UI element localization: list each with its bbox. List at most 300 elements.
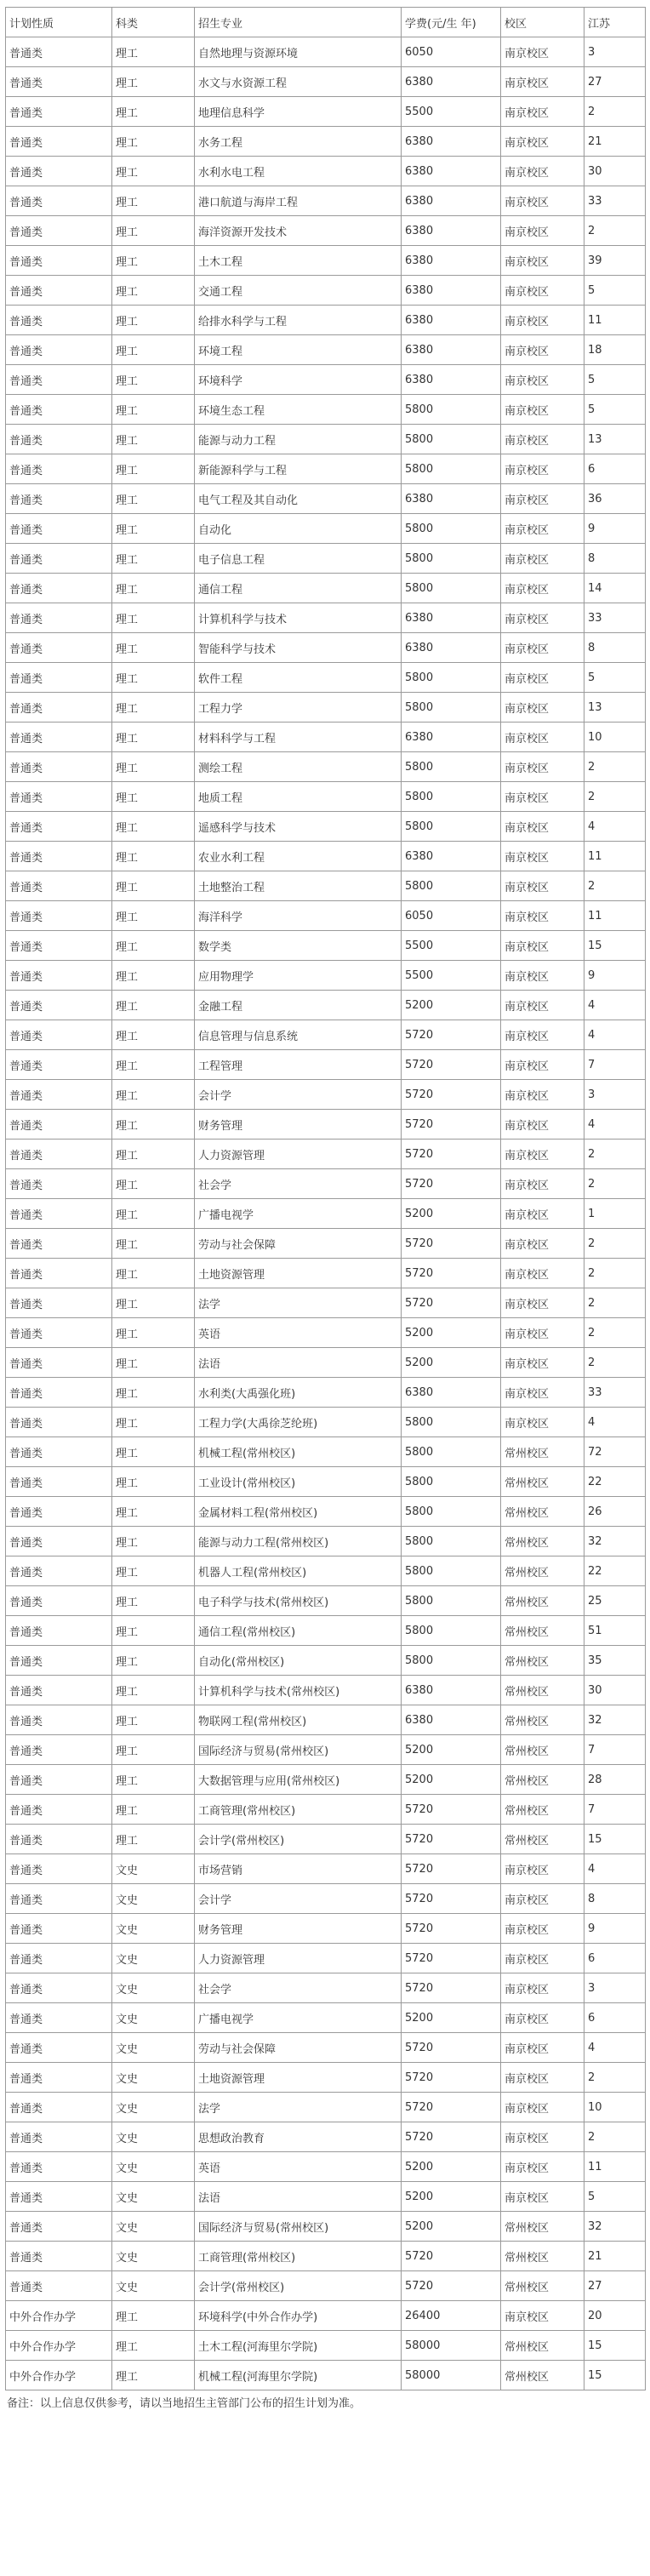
cell-major: 土地整治工程 bbox=[195, 871, 402, 901]
table-row bbox=[6, 1467, 646, 1497]
cell-major: 社会学 bbox=[195, 1169, 402, 1199]
cell-quota: 7 bbox=[584, 1735, 646, 1765]
cell-quota: 4 bbox=[584, 1854, 646, 1884]
cell-tuition: 6380 bbox=[402, 1676, 501, 1705]
cell-category: 理工 bbox=[112, 1705, 195, 1735]
cell-quota: 2 bbox=[584, 97, 646, 127]
table-row bbox=[6, 1020, 646, 1050]
cell-tuition: 5200 bbox=[402, 2182, 501, 2212]
cell-major: 能源与动力工程 bbox=[195, 425, 402, 454]
cell-tuition: 6050 bbox=[402, 901, 501, 931]
cell-campus: 南京校区 bbox=[501, 37, 584, 67]
cell-campus: 南京校区 bbox=[501, 871, 584, 901]
cell-category: 理工 bbox=[112, 842, 195, 871]
cell-campus: 南京校区 bbox=[501, 1318, 584, 1348]
cell-tuition: 5720 bbox=[402, 1914, 501, 1944]
cell-tuition: 58000 bbox=[402, 2361, 501, 2390]
cell-quota: 4 bbox=[584, 1020, 646, 1050]
cell-tuition: 58000 bbox=[402, 2331, 501, 2361]
cell-tuition: 5720 bbox=[402, 1259, 501, 1288]
table-row bbox=[6, 723, 646, 752]
cell-major: 软件工程 bbox=[195, 663, 402, 693]
table-row bbox=[6, 1050, 646, 1080]
cell-major: 人力资源管理 bbox=[195, 1139, 402, 1169]
cell-plan-type: 普通类 bbox=[6, 1676, 112, 1705]
cell-category: 理工 bbox=[112, 723, 195, 752]
cell-plan-type: 普通类 bbox=[6, 67, 112, 97]
cell-category: 理工 bbox=[112, 961, 195, 991]
cell-tuition: 5500 bbox=[402, 931, 501, 961]
table-row bbox=[6, 2033, 646, 2063]
cell-major: 市场营销 bbox=[195, 1854, 402, 1884]
cell-plan-type: 普通类 bbox=[6, 633, 112, 663]
table-row bbox=[6, 425, 646, 454]
cell-tuition: 6380 bbox=[402, 1705, 501, 1735]
cell-category: 理工 bbox=[112, 633, 195, 663]
cell-quota: 5 bbox=[584, 663, 646, 693]
cell-category: 理工 bbox=[112, 871, 195, 901]
cell-quota: 8 bbox=[584, 633, 646, 663]
cell-tuition: 5720 bbox=[402, 1020, 501, 1050]
cell-quota: 18 bbox=[584, 335, 646, 365]
cell-tuition: 6380 bbox=[402, 365, 501, 395]
cell-tuition: 6380 bbox=[402, 216, 501, 246]
cell-tuition: 5720 bbox=[402, 1169, 501, 1199]
cell-quota: 32 bbox=[584, 2212, 646, 2242]
cell-major: 土木工程 bbox=[195, 246, 402, 276]
cell-quota: 15 bbox=[584, 1825, 646, 1854]
cell-tuition: 5800 bbox=[402, 663, 501, 693]
cell-plan-type: 普通类 bbox=[6, 1288, 112, 1318]
cell-major: 环境工程 bbox=[195, 335, 402, 365]
cell-major: 电子科学与技术(常州校区) bbox=[195, 1586, 402, 1616]
table-body bbox=[6, 37, 646, 2390]
table-row bbox=[6, 1884, 646, 1914]
cell-tuition: 5800 bbox=[402, 544, 501, 574]
cell-campus: 南京校区 bbox=[501, 157, 584, 186]
cell-campus: 南京校区 bbox=[501, 1288, 584, 1318]
cell-campus: 南京校区 bbox=[501, 484, 584, 514]
cell-category: 理工 bbox=[112, 1318, 195, 1348]
cell-category: 理工 bbox=[112, 574, 195, 603]
cell-plan-type: 普通类 bbox=[6, 1139, 112, 1169]
cell-campus: 南京校区 bbox=[501, 603, 584, 633]
cell-plan-type: 普通类 bbox=[6, 693, 112, 723]
cell-major: 法学 bbox=[195, 1288, 402, 1318]
cell-campus: 南京校区 bbox=[501, 544, 584, 574]
cell-plan-type: 普通类 bbox=[6, 1795, 112, 1825]
cell-campus: 常州校区 bbox=[501, 1527, 584, 1556]
cell-category: 理工 bbox=[112, 991, 195, 1020]
cell-category: 理工 bbox=[112, 246, 195, 276]
cell-major: 材料科学与工程 bbox=[195, 723, 402, 752]
cell-campus: 南京校区 bbox=[501, 1139, 584, 1169]
cell-major: 计算机科学与技术(常州校区) bbox=[195, 1676, 402, 1705]
cell-campus: 南京校区 bbox=[501, 186, 584, 216]
cell-quota: 39 bbox=[584, 246, 646, 276]
cell-tuition: 5500 bbox=[402, 961, 501, 991]
cell-campus: 常州校区 bbox=[501, 1586, 584, 1616]
cell-category: 理工 bbox=[112, 1676, 195, 1705]
cell-quota: 26 bbox=[584, 1497, 646, 1527]
table-header-row bbox=[6, 8, 646, 37]
cell-tuition: 5720 bbox=[402, 1884, 501, 1914]
cell-major: 土木工程(河海里尔学院) bbox=[195, 2331, 402, 2361]
cell-campus: 常州校区 bbox=[501, 1646, 584, 1676]
table-row bbox=[6, 931, 646, 961]
cell-plan-type: 普通类 bbox=[6, 752, 112, 782]
cell-major: 新能源科学与工程 bbox=[195, 454, 402, 484]
cell-campus: 南京校区 bbox=[501, 574, 584, 603]
cell-quota: 4 bbox=[584, 991, 646, 1020]
table-row bbox=[6, 1229, 646, 1259]
cell-plan-type: 普通类 bbox=[6, 1825, 112, 1854]
cell-campus: 常州校区 bbox=[501, 1437, 584, 1467]
cell-category: 理工 bbox=[112, 365, 195, 395]
cell-quota: 10 bbox=[584, 723, 646, 752]
cell-plan-type: 普通类 bbox=[6, 276, 112, 306]
cell-major: 港口航道与海岸工程 bbox=[195, 186, 402, 216]
cell-plan-type: 普通类 bbox=[6, 1110, 112, 1139]
cell-quota: 9 bbox=[584, 1914, 646, 1944]
cell-major: 物联网工程(常州校区) bbox=[195, 1705, 402, 1735]
cell-quota: 3 bbox=[584, 1080, 646, 1110]
cell-category: 理工 bbox=[112, 1408, 195, 1437]
cell-quota: 5 bbox=[584, 2182, 646, 2212]
cell-major: 能源与动力工程(常州校区) bbox=[195, 1527, 402, 1556]
cell-major: 地理信息科学 bbox=[195, 97, 402, 127]
cell-quota: 15 bbox=[584, 2361, 646, 2390]
cell-plan-type: 普通类 bbox=[6, 1318, 112, 1348]
cell-category: 理工 bbox=[112, 1437, 195, 1467]
cell-campus: 南京校区 bbox=[501, 1884, 584, 1914]
cell-plan-type: 普通类 bbox=[6, 1348, 112, 1378]
cell-major: 广播电视学 bbox=[195, 2003, 402, 2033]
cell-campus: 南京校区 bbox=[501, 663, 584, 693]
cell-category: 理工 bbox=[112, 1199, 195, 1229]
cell-tuition: 6380 bbox=[402, 127, 501, 157]
table-row bbox=[6, 365, 646, 395]
cell-tuition: 6380 bbox=[402, 633, 501, 663]
table-row bbox=[6, 1139, 646, 1169]
cell-quota: 10 bbox=[584, 2093, 646, 2122]
table-row bbox=[6, 276, 646, 306]
cell-campus: 常州校区 bbox=[501, 2331, 584, 2361]
header-jiangsu-quota: 江苏 bbox=[584, 8, 646, 37]
cell-category: 理工 bbox=[112, 454, 195, 484]
cell-campus: 南京校区 bbox=[501, 2003, 584, 2033]
cell-tuition: 5720 bbox=[402, 1288, 501, 1318]
cell-major: 水利类(大禹强化班) bbox=[195, 1378, 402, 1408]
cell-plan-type: 普通类 bbox=[6, 1944, 112, 1973]
cell-plan-type: 普通类 bbox=[6, 1705, 112, 1735]
table-row bbox=[6, 186, 646, 216]
cell-plan-type: 普通类 bbox=[6, 1020, 112, 1050]
cell-quota: 9 bbox=[584, 961, 646, 991]
cell-quota: 27 bbox=[584, 2271, 646, 2301]
cell-quota: 2 bbox=[584, 1348, 646, 1378]
cell-major: 数学类 bbox=[195, 931, 402, 961]
cell-major: 法学 bbox=[195, 2093, 402, 2122]
cell-quota: 11 bbox=[584, 306, 646, 335]
table-row bbox=[6, 1169, 646, 1199]
cell-plan-type: 普通类 bbox=[6, 1765, 112, 1795]
cell-tuition: 5800 bbox=[402, 1556, 501, 1586]
cell-campus: 南京校区 bbox=[501, 306, 584, 335]
cell-campus: 南京校区 bbox=[501, 752, 584, 782]
cell-major: 大数据管理与应用(常州校区) bbox=[195, 1765, 402, 1795]
cell-major: 金属材料工程(常州校区) bbox=[195, 1497, 402, 1527]
cell-quota: 2 bbox=[584, 1229, 646, 1259]
cell-campus: 南京校区 bbox=[501, 723, 584, 752]
cell-tuition: 5720 bbox=[402, 1229, 501, 1259]
cell-category: 理工 bbox=[112, 1348, 195, 1378]
cell-tuition: 6380 bbox=[402, 335, 501, 365]
table-row bbox=[6, 1825, 646, 1854]
cell-campus: 南京校区 bbox=[501, 931, 584, 961]
cell-quota: 11 bbox=[584, 901, 646, 931]
cell-major: 给排水科学与工程 bbox=[195, 306, 402, 335]
cell-plan-type: 普通类 bbox=[6, 2093, 112, 2122]
cell-category: 文史 bbox=[112, 1944, 195, 1973]
cell-campus: 南京校区 bbox=[501, 1348, 584, 1378]
cell-campus: 南京校区 bbox=[501, 216, 584, 246]
cell-quota: 11 bbox=[584, 2152, 646, 2182]
cell-major: 机械工程(河海里尔学院) bbox=[195, 2361, 402, 2390]
table-row bbox=[6, 1259, 646, 1288]
cell-major: 自然地理与资源环境 bbox=[195, 37, 402, 67]
cell-tuition: 5720 bbox=[402, 1854, 501, 1884]
cell-tuition: 5800 bbox=[402, 871, 501, 901]
cell-major: 水务工程 bbox=[195, 127, 402, 157]
cell-campus: 常州校区 bbox=[501, 1556, 584, 1586]
cell-plan-type: 普通类 bbox=[6, 425, 112, 454]
cell-major: 工程力学 bbox=[195, 693, 402, 723]
cell-plan-type: 普通类 bbox=[6, 395, 112, 425]
cell-major: 信息管理与信息系统 bbox=[195, 1020, 402, 1050]
footnote: 备注：以上信息仅供参考，请以当地招生主管部门公布的招生计划为准。 bbox=[7, 2397, 362, 2410]
cell-campus: 南京校区 bbox=[501, 2033, 584, 2063]
cell-tuition: 5200 bbox=[402, 2003, 501, 2033]
cell-plan-type: 普通类 bbox=[6, 1050, 112, 1080]
cell-category: 理工 bbox=[112, 335, 195, 365]
cell-tuition: 5720 bbox=[402, 2093, 501, 2122]
cell-campus: 南京校区 bbox=[501, 67, 584, 97]
cell-category: 理工 bbox=[112, 1825, 195, 1854]
cell-plan-type: 普通类 bbox=[6, 216, 112, 246]
cell-tuition: 5800 bbox=[402, 395, 501, 425]
cell-major: 财务管理 bbox=[195, 1914, 402, 1944]
table-row bbox=[6, 2271, 646, 2301]
cell-campus: 南京校区 bbox=[501, 1050, 584, 1080]
cell-plan-type: 普通类 bbox=[6, 782, 112, 812]
cell-tuition: 5720 bbox=[402, 2033, 501, 2063]
cell-plan-type: 普通类 bbox=[6, 1854, 112, 1884]
cell-major: 机械工程(常州校区) bbox=[195, 1437, 402, 1467]
cell-quota: 30 bbox=[584, 1676, 646, 1705]
cell-quota: 2 bbox=[584, 2122, 646, 2152]
cell-category: 文史 bbox=[112, 2152, 195, 2182]
cell-category: 文史 bbox=[112, 1914, 195, 1944]
cell-category: 理工 bbox=[112, 1735, 195, 1765]
cell-plan-type: 普通类 bbox=[6, 37, 112, 67]
cell-plan-type: 中外合作办学 bbox=[6, 2331, 112, 2361]
cell-tuition: 6380 bbox=[402, 842, 501, 871]
cell-major: 通信工程 bbox=[195, 574, 402, 603]
cell-major: 劳动与社会保障 bbox=[195, 1229, 402, 1259]
cell-campus: 常州校区 bbox=[501, 1676, 584, 1705]
cell-category: 理工 bbox=[112, 186, 195, 216]
cell-quota: 33 bbox=[584, 603, 646, 633]
cell-category: 理工 bbox=[112, 931, 195, 961]
cell-campus: 南京校区 bbox=[501, 2093, 584, 2122]
cell-tuition: 5800 bbox=[402, 1437, 501, 1467]
cell-major: 工商管理(常州校区) bbox=[195, 2242, 402, 2271]
table-row bbox=[6, 2331, 646, 2361]
cell-plan-type: 普通类 bbox=[6, 1973, 112, 2003]
cell-category: 理工 bbox=[112, 752, 195, 782]
cell-major: 土地资源管理 bbox=[195, 2063, 402, 2093]
cell-plan-type: 普通类 bbox=[6, 1616, 112, 1646]
cell-plan-type: 普通类 bbox=[6, 246, 112, 276]
header-plan-type: 计划性质 bbox=[6, 8, 112, 37]
cell-category: 理工 bbox=[112, 276, 195, 306]
table-row bbox=[6, 306, 646, 335]
cell-plan-type: 普通类 bbox=[6, 812, 112, 842]
cell-quota: 4 bbox=[584, 812, 646, 842]
cell-campus: 常州校区 bbox=[501, 2212, 584, 2242]
cell-quota: 4 bbox=[584, 1408, 646, 1437]
cell-quota: 2 bbox=[584, 1259, 646, 1288]
cell-quota: 6 bbox=[584, 1944, 646, 1973]
cell-campus: 南京校区 bbox=[501, 2152, 584, 2182]
cell-category: 文史 bbox=[112, 2063, 195, 2093]
table-row bbox=[6, 782, 646, 812]
cell-quota: 4 bbox=[584, 2033, 646, 2063]
table-row bbox=[6, 2361, 646, 2390]
table-row bbox=[6, 454, 646, 484]
cell-category: 文史 bbox=[112, 2033, 195, 2063]
cell-tuition: 5800 bbox=[402, 1586, 501, 1616]
table-row bbox=[6, 1646, 646, 1676]
table-row bbox=[6, 1199, 646, 1229]
cell-category: 理工 bbox=[112, 67, 195, 97]
cell-quota: 72 bbox=[584, 1437, 646, 1467]
cell-campus: 常州校区 bbox=[501, 1616, 584, 1646]
cell-plan-type: 普通类 bbox=[6, 574, 112, 603]
cell-tuition: 6380 bbox=[402, 186, 501, 216]
cell-campus: 南京校区 bbox=[501, 1080, 584, 1110]
cell-campus: 南京校区 bbox=[501, 514, 584, 544]
cell-plan-type: 普通类 bbox=[6, 1169, 112, 1199]
cell-category: 文史 bbox=[112, 2093, 195, 2122]
cell-major: 财务管理 bbox=[195, 1110, 402, 1139]
cell-campus: 南京校区 bbox=[501, 335, 584, 365]
cell-campus: 南京校区 bbox=[501, 842, 584, 871]
cell-major: 土地资源管理 bbox=[195, 1259, 402, 1288]
table-row bbox=[6, 1348, 646, 1378]
table-row bbox=[6, 2093, 646, 2122]
cell-major: 人力资源管理 bbox=[195, 1944, 402, 1973]
table-row bbox=[6, 1437, 646, 1467]
cell-campus: 南京校区 bbox=[501, 127, 584, 157]
cell-major: 英语 bbox=[195, 2152, 402, 2182]
cell-category: 理工 bbox=[112, 1050, 195, 1080]
cell-quota: 22 bbox=[584, 1556, 646, 1586]
table-row bbox=[6, 633, 646, 663]
cell-category: 文史 bbox=[112, 2212, 195, 2242]
cell-major: 交通工程 bbox=[195, 276, 402, 306]
cell-campus: 南京校区 bbox=[501, 1408, 584, 1437]
cell-category: 理工 bbox=[112, 97, 195, 127]
cell-plan-type: 普通类 bbox=[6, 871, 112, 901]
cell-plan-type: 普通类 bbox=[6, 1914, 112, 1944]
table-row bbox=[6, 97, 646, 127]
cell-plan-type: 普通类 bbox=[6, 186, 112, 216]
cell-tuition: 5200 bbox=[402, 2152, 501, 2182]
cell-quota: 27 bbox=[584, 67, 646, 97]
cell-major: 思想政治教育 bbox=[195, 2122, 402, 2152]
cell-major: 国际经济与贸易(常州校区) bbox=[195, 2212, 402, 2242]
cell-plan-type: 普通类 bbox=[6, 961, 112, 991]
table-row bbox=[6, 1795, 646, 1825]
cell-major: 国际经济与贸易(常州校区) bbox=[195, 1735, 402, 1765]
cell-plan-type: 普通类 bbox=[6, 1378, 112, 1408]
table-row bbox=[6, 246, 646, 276]
cell-category: 理工 bbox=[112, 395, 195, 425]
cell-major: 水利水电工程 bbox=[195, 157, 402, 186]
table-row bbox=[6, 1676, 646, 1705]
cell-tuition: 6380 bbox=[402, 1378, 501, 1408]
cell-major: 海洋科学 bbox=[195, 901, 402, 931]
cell-plan-type: 普通类 bbox=[6, 842, 112, 871]
cell-major: 会计学 bbox=[195, 1080, 402, 1110]
cell-tuition: 5200 bbox=[402, 1199, 501, 1229]
cell-category: 文史 bbox=[112, 2003, 195, 2033]
table-row bbox=[6, 1408, 646, 1437]
cell-plan-type: 普通类 bbox=[6, 365, 112, 395]
table-row bbox=[6, 1527, 646, 1556]
cell-major: 机器人工程(常州校区) bbox=[195, 1556, 402, 1586]
cell-campus: 南京校区 bbox=[501, 1914, 584, 1944]
cell-major: 电子信息工程 bbox=[195, 544, 402, 574]
cell-tuition: 5800 bbox=[402, 1616, 501, 1646]
cell-quota: 22 bbox=[584, 1467, 646, 1497]
cell-tuition: 5720 bbox=[402, 1080, 501, 1110]
cell-quota: 35 bbox=[584, 1646, 646, 1676]
cell-tuition: 5800 bbox=[402, 1527, 501, 1556]
cell-category: 文史 bbox=[112, 2271, 195, 2301]
cell-plan-type: 普通类 bbox=[6, 544, 112, 574]
cell-category: 理工 bbox=[112, 157, 195, 186]
cell-campus: 南京校区 bbox=[501, 246, 584, 276]
cell-plan-type: 普通类 bbox=[6, 1080, 112, 1110]
cell-tuition: 5800 bbox=[402, 1467, 501, 1497]
cell-quota: 33 bbox=[584, 186, 646, 216]
cell-tuition: 5800 bbox=[402, 454, 501, 484]
header-tuition: 学费(元/生 年) bbox=[402, 8, 501, 37]
table-row bbox=[6, 842, 646, 871]
cell-campus: 南京校区 bbox=[501, 901, 584, 931]
cell-campus: 南京校区 bbox=[501, 97, 584, 127]
cell-plan-type: 中外合作办学 bbox=[6, 2361, 112, 2390]
cell-tuition: 5200 bbox=[402, 1318, 501, 1348]
cell-major: 环境生态工程 bbox=[195, 395, 402, 425]
cell-quota: 11 bbox=[584, 842, 646, 871]
cell-category: 理工 bbox=[112, 127, 195, 157]
cell-major: 农业水利工程 bbox=[195, 842, 402, 871]
cell-category: 理工 bbox=[112, 1497, 195, 1527]
